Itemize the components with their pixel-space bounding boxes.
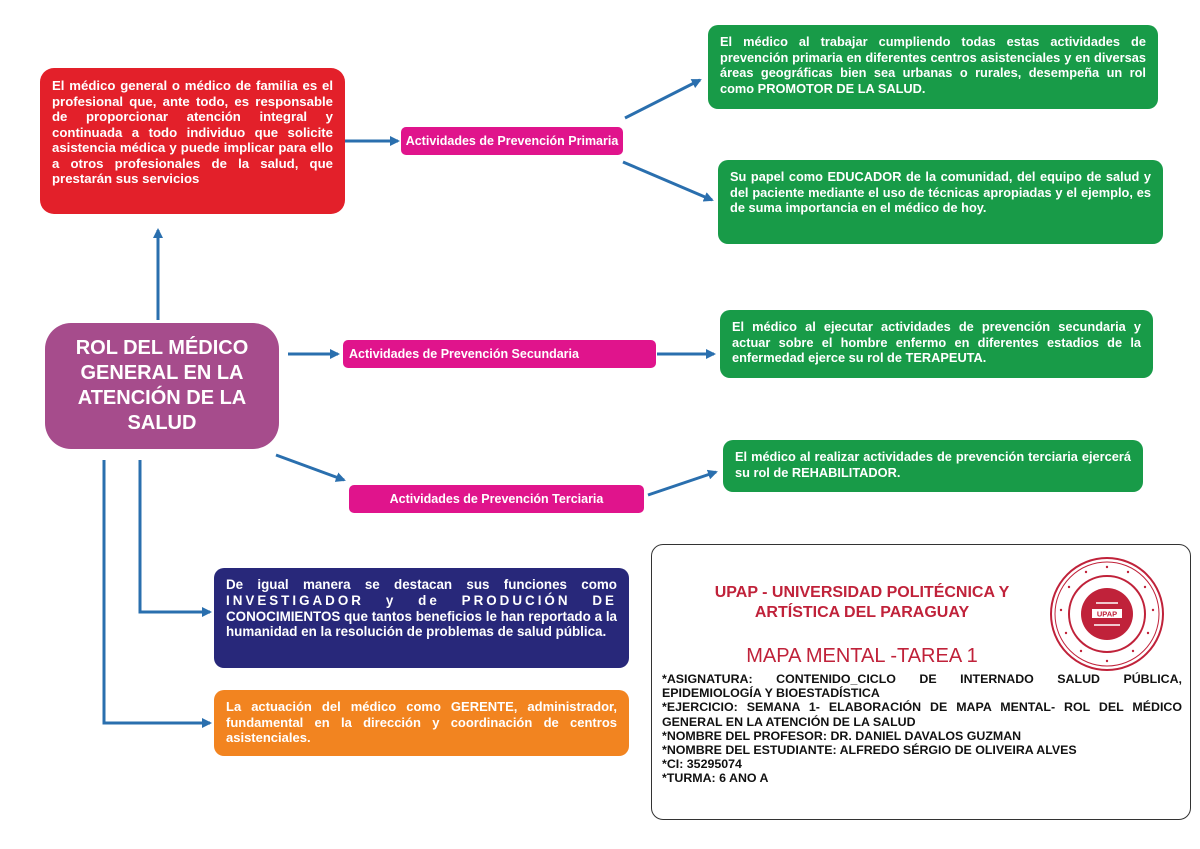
investigador-box (214, 568, 629, 668)
investigador-text-2: INVESTIGADOR y de PRODUCIÓN DE (226, 592, 617, 608)
primary-prevention-box (401, 127, 623, 155)
seal-text: UPAP (1096, 609, 1118, 619)
arrow-to-investigador (140, 460, 210, 612)
asignatura-value: CONTENIDO_CICLO DE INTERNADO SALUD PÚBLICA, EPIDEMIOLOGÍA Y BIOESTADÍSTICA (662, 672, 1182, 701)
secondary-prevention-label: Actividades de Prevención Secundaria (349, 347, 579, 361)
secondary-prevention-box (343, 340, 656, 368)
educador-text: Su papel como EDUCADOR de la comunidad, del equipo de salud y del paciente mediante el uso de técnicas apropiadas y el ejemplo, es de suma importancia en el médico de hoy. (730, 169, 1151, 215)
ejercicio-value: SEMANA 1- ELABORACIÓN DE MAPA MENTAL- ROL DEL MÉDICO GENERAL EN LA ATENCIÓN DE LA SALUD (662, 700, 1182, 729)
map-title: MAPA MENTAL -TAREA 1 (746, 645, 978, 667)
rehabilitador-box (723, 440, 1143, 492)
ejercicio-label: *EJERCICIO: (662, 700, 738, 715)
gerente-box (214, 690, 629, 756)
university-seal-logo (1048, 555, 1166, 673)
asignatura-label: *ASIGNATURA: (662, 672, 753, 686)
ejercicio-line (662, 700, 1182, 728)
arrow-to-tertiary (276, 455, 344, 480)
rehabilitador-text: El médico al realizar actividades de prevención terciaria ejercerá su rol de REHABILITADOR. (735, 449, 1131, 480)
educador-box (718, 160, 1163, 244)
ci-line: *CI: 35295074 (662, 757, 742, 772)
gerente-text: La actuación del médico como GERENTE, administrador, fundamental en la dirección y coordinación de centros asistenciales. (226, 699, 617, 745)
investigador-text-3: CONOCIMIENTOS que tantos beneficios le han reportado a la humanidad en la resolución de problemas de salud pública. (226, 608, 617, 640)
terapeuta-text: El médico al ejecutar actividades de prevención secundaria y actuar sobre el hombre enfermo en diferentes estadios de la enfermedad ejerce su rol de TERAPEUTA. (732, 319, 1141, 365)
university-line-2: ARTÍSTICA DEL PARAGUAY (754, 604, 970, 621)
definition-text: El médico general o médico de familia es el profesional que, ante todo, es responsable de proporcionar atención integral y continuada a todo individuo que solicite asistencia médica y puede implicar para ello a otros profesionales de la salud, que prestarán sus servicios (52, 78, 333, 186)
primary-prevention-label: Actividades de Prevención Primaria (405, 134, 619, 148)
arrow-to-promotor (625, 80, 700, 118)
tertiary-prevention-box (349, 485, 644, 513)
profesor-line (662, 729, 1182, 743)
central-topic-box (45, 323, 279, 449)
info-card (651, 544, 1191, 820)
terapeuta-box (720, 310, 1153, 378)
turma-line: *TURMA: 6 ANO A (662, 771, 769, 786)
arrow-to-rehabilitador (648, 472, 716, 495)
promotor-box (708, 25, 1158, 109)
definition-box (40, 68, 345, 214)
university-line-1: UPAP - UNIVERSIDAD POLITÉCNICA Y (714, 584, 1010, 601)
estudiante-line: *NOMBRE DEL ESTUDIANTE: ALFREDO SÉRGIO DE OLIVEIRA ALVES (662, 743, 1077, 758)
asignatura-line (662, 672, 1182, 700)
profesor-value: DR. DANIEL DAVALOS GUZMAN (827, 728, 1022, 743)
investigador-text-1: De igual manera se destacan sus funciones como (226, 577, 617, 592)
student-info (662, 672, 1182, 786)
arrow-to-gerente (104, 460, 210, 723)
central-topic-title: ROL DEL MÉDICO GENERAL EN LA ATENCIÓN DE LA SALUD (75, 337, 249, 434)
tertiary-prevention-label: Actividades de Prevención Terciaria (389, 492, 604, 506)
arrow-to-educador (623, 162, 712, 200)
profesor-label: *NOMBRE DEL PROFESOR: (662, 728, 827, 743)
promotor-text: El médico al trabajar cumpliendo todas estas actividades de prevención primaria en diferentes centros asistenciales y en diversas áreas geográficas bien sea urbanas o rurales, desempeña un rol como PROMOTOR DE LA SALUD. (720, 34, 1146, 96)
university-name (682, 583, 1042, 623)
